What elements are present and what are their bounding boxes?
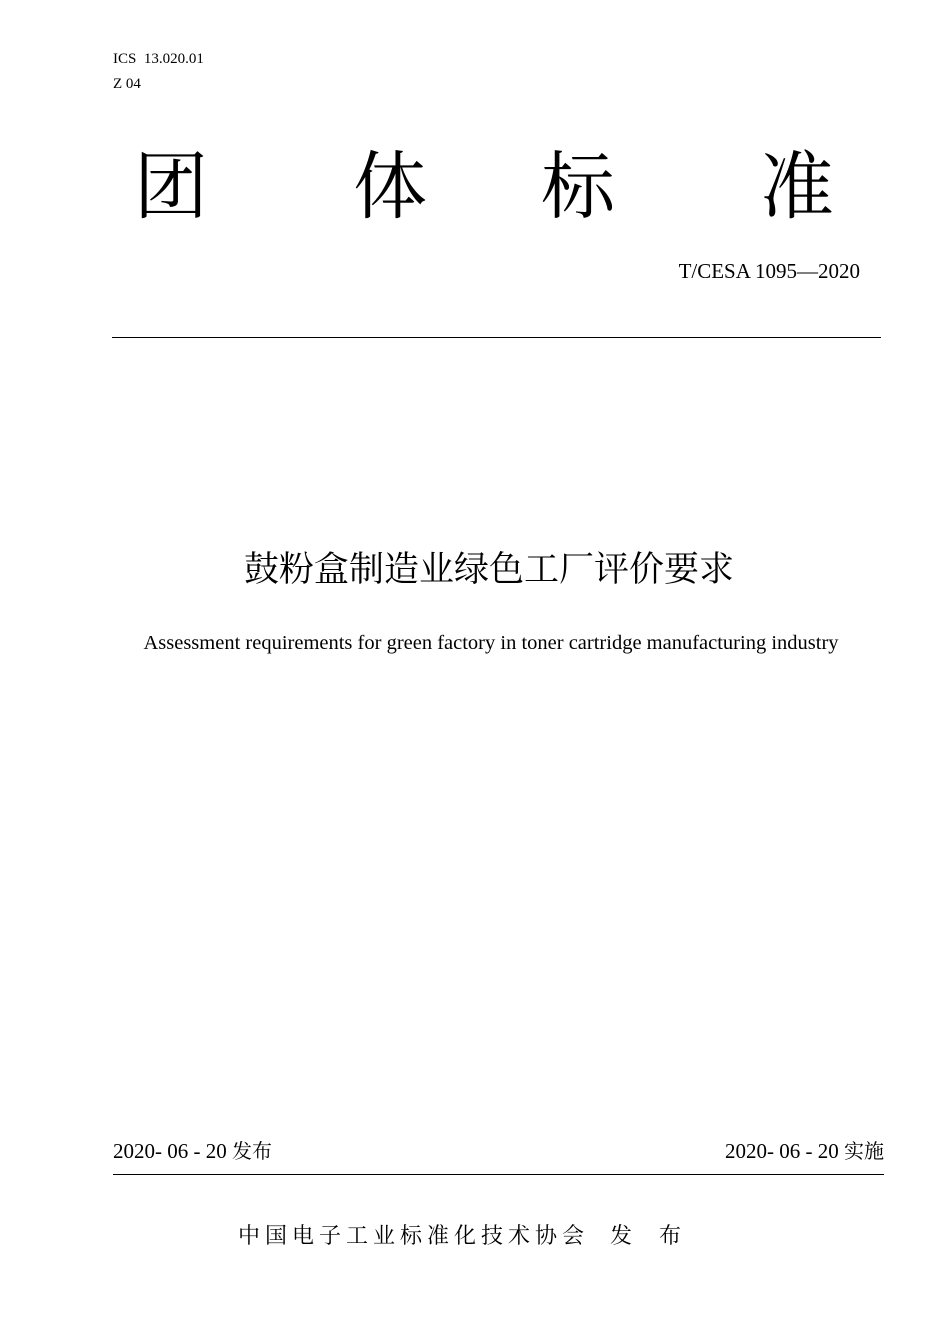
implement-date-line (725, 1138, 884, 1164)
standard-number: T/CESA 1095—2020 (678, 259, 860, 283)
standard-type-char: 团 (134, 144, 208, 230)
implement-date: 2020- 06 - 20 (725, 1139, 839, 1163)
implement-label: 实施 (844, 1139, 884, 1163)
document-title-en: Assessment requirements for green factory in toner cartridge manufacturing industry (143, 632, 839, 654)
publish-word: 发 布 (610, 1224, 692, 1249)
footer-divider (113, 1174, 884, 1175)
publish-date-line (113, 1138, 272, 1164)
header-divider (112, 337, 881, 338)
ics-code: ICS 13.020.01 (113, 51, 204, 67)
publish-label: 发布 (232, 1139, 272, 1163)
standard-type-char: 准 (760, 144, 834, 230)
publish-date: 2020- 06 - 20 (113, 1139, 227, 1163)
standard-type-title (0, 142, 950, 232)
standard-type-char: 标 (541, 144, 615, 230)
publisher-name: 中国电子工业标准化技术协会 (238, 1224, 590, 1249)
standard-type-char: 体 (353, 144, 427, 230)
ccs-code: Z 04 (113, 76, 141, 92)
document-title-cn: 鼓粉盒制造业绿色工厂评价要求 (243, 550, 734, 590)
publisher-line (238, 1222, 691, 1252)
